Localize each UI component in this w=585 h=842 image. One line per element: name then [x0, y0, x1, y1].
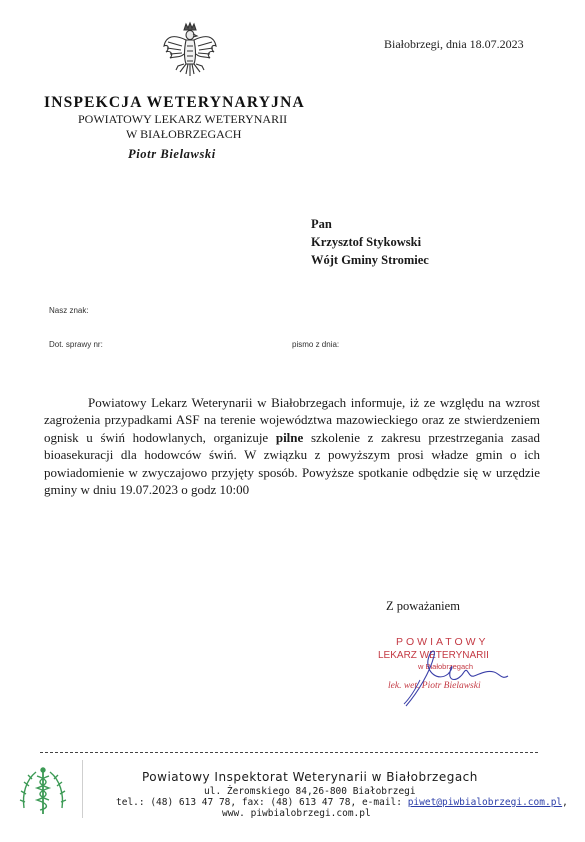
case-number-label: Dot. sprawy nr:	[49, 340, 103, 349]
letter-date-label: pismo z dnia:	[292, 340, 340, 349]
footer-email-link[interactable]: piwet@piwbialobrzegi.com.pl	[407, 797, 563, 808]
doctor-name: Piotr Bielawski	[128, 147, 216, 161]
city-date: Białobrzegi, dnia 18.07.2023	[384, 37, 524, 51]
org-subtitle-1: POWIATOWY LEKARZ WETERYNARII	[78, 112, 288, 126]
footer-phone-fax: tel.: (48) 613 47 78, fax: (48) 613 47 78, e-mail:	[116, 797, 408, 808]
stamp-line-2: LEKARZ WETERYNARII	[378, 650, 489, 661]
footer-institution-name: Powiatowy Inspektorat Weterynarii w Białobrzegach	[142, 770, 478, 784]
recipient-name: Krzysztof Stykowski	[311, 235, 422, 249]
footer-contact	[116, 797, 568, 808]
polish-eagle-icon	[160, 20, 220, 84]
body-emphasis: pilne	[275, 429, 304, 445]
letter-body	[44, 394, 540, 498]
footer-contact-suffix: ,	[562, 797, 568, 808]
stamp-line-3: w Białobrzegach	[418, 662, 474, 671]
org-subtitle-2: W BIAŁOBRZEGACH	[126, 127, 242, 141]
caduceus-logo-icon	[16, 764, 70, 818]
stamp-line-1: POWIATOWY	[396, 636, 489, 648]
body-part-1: Powiatowy Lekarz Weterynarii w Białobrzegach informuje, iż ze względu na wzrost zagrożenia przypadkami ASF na terenie województwa mazowieckiego oraz ze stwierdzeniem ognisk u świń hodowlanych, organizuje	[44, 395, 540, 445]
recipient-salutation: Pan	[311, 217, 332, 231]
stamp-line-4: lek. wet. Piotr Bielawski	[388, 681, 481, 691]
body-part-2: szkolenie z zakresu przestrzegania zasad bioasekuracji dla hodowców świń. W związku z powyższym prosi władze gmin o ich powiadomienie w zwyczajowo przyjęty sposób. Powyższe spotkanie odbędzie się w urzędzie gminy w dniu 19.07.2023 o godz 10:00	[44, 429, 540, 498]
org-name: INSPEKCJA WETERYNARYJNA	[44, 94, 305, 111]
official-stamp	[368, 632, 528, 708]
footer-divider	[40, 752, 538, 753]
footer-address: ul. Żeromskiego 84,26-800 Białobrzegi	[204, 786, 416, 797]
closing-salutation: Z poważaniem	[386, 599, 460, 613]
footer-website: www. piwbialobrzegi.com.pl	[222, 808, 371, 819]
footer-separator	[82, 760, 83, 818]
recipient-title: Wójt Gminy Stromiec	[311, 253, 429, 267]
our-reference-label: Nasz znak:	[49, 306, 89, 315]
